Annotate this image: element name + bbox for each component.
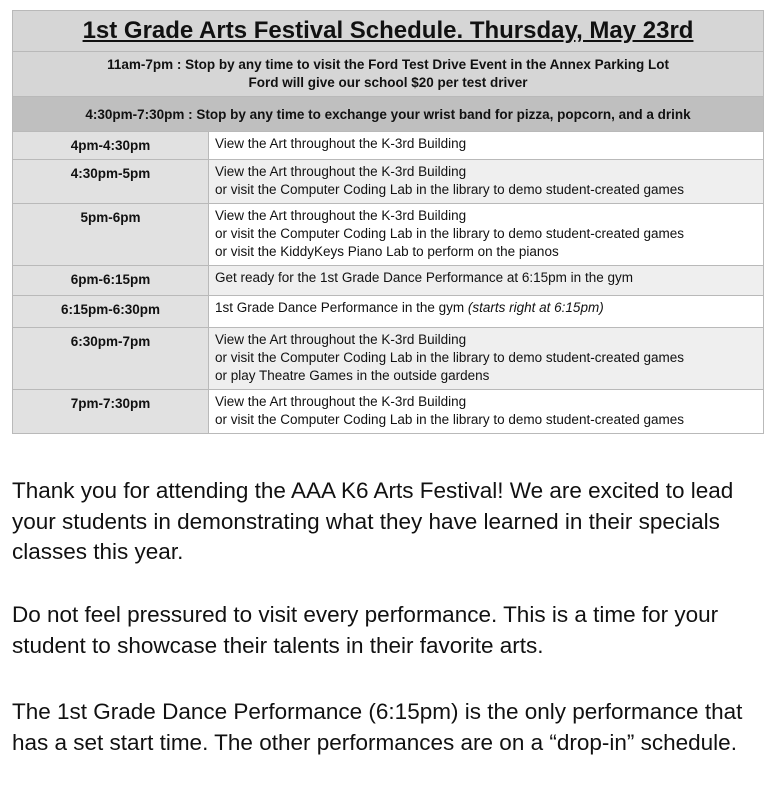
activity-description [209, 266, 764, 296]
activity-description [209, 132, 764, 160]
schedule-row [13, 328, 764, 390]
activity-description [209, 328, 764, 390]
pizza-notice: 4:30pm-7:30pm : Stop by any time to exchange your wrist band for pizza, popcorn, and a drink [13, 97, 764, 132]
schedule-row [13, 204, 764, 266]
activity-line: View the Art throughout the K-3rd Building [215, 164, 467, 179]
time-slot: 6:15pm-6:30pm [13, 296, 209, 328]
no-pressure-paragraph: Do not feel pressured to visit every performance. This is a time for your student to showcase their talents in their favorite arts. [12, 602, 719, 658]
ford-event-line: 11am-7pm : Stop by any time to visit the Ford Test Drive Event in the Annex Parking Lot [107, 57, 669, 72]
activity-line: View the Art throughout the K-3rd Building [215, 394, 467, 409]
activity-line: View the Art throughout the K-3rd Building [215, 332, 467, 347]
start-time-note: (starts right at 6:15pm) [467, 300, 604, 315]
ford-donation-line: Ford will give our school $20 per test driver [248, 75, 528, 90]
time-slot: 4:30pm-5pm [13, 160, 209, 204]
activity-line: or visit the Computer Coding Lab in the library to demo student-created games [215, 182, 684, 197]
schedule-title: 1st Grade Arts Festival Schedule. Thursday, May 23rd [13, 11, 764, 52]
activity-line: View the Art throughout the K-3rd Building [215, 136, 467, 151]
activity-line [215, 299, 757, 317]
schedule-rows [13, 132, 764, 434]
time-slot: 6:30pm-7pm [13, 328, 209, 390]
activity-description [209, 204, 764, 266]
start-time-paragraph: The 1st Grade Dance Performance (6:15pm) is the only performance that has a set start time. The other performances are on a “drop-in” schedule. [12, 699, 743, 755]
activity-line: or visit the Computer Coding Lab in the library to demo student-created games [215, 226, 684, 241]
time-slot: 4pm-4:30pm [13, 132, 209, 160]
ford-row [13, 52, 764, 97]
time-slot: 7pm-7:30pm [13, 390, 209, 434]
activity-description [209, 296, 764, 328]
activity-description [209, 390, 764, 434]
activity-line: Get ready for the 1st Grade Dance Performance at 6:15pm in the gym [215, 270, 633, 285]
ford-event-notice [13, 52, 764, 97]
schedule-row [13, 296, 764, 328]
schedule-row [13, 160, 764, 204]
activity-line: View the Art throughout the K-3rd Building [215, 208, 467, 223]
activity-text: 1st Grade Dance Performance in the gym [215, 300, 465, 315]
activity-line: or play Theatre Games in the outside gardens [215, 368, 490, 383]
activity-line: or visit the KiddyKeys Piano Lab to perform on the pianos [215, 244, 559, 259]
thank-you-paragraph: Thank you for attending the AAA K6 Arts Festival! We are excited to lead your students in demonstrating what they have learned in their specials classes this year. [12, 478, 734, 564]
activity-description [209, 160, 764, 204]
activity-line: or visit the Computer Coding Lab in the library to demo student-created games [215, 350, 684, 365]
schedule-row [13, 266, 764, 296]
title-row [13, 11, 764, 52]
pizza-row [13, 97, 764, 132]
schedule-row [13, 132, 764, 160]
activity-line: or visit the Computer Coding Lab in the library to demo student-created games [215, 412, 684, 427]
schedule-row [13, 390, 764, 434]
schedule-table [12, 10, 764, 434]
time-slot: 6pm-6:15pm [13, 266, 209, 296]
time-slot: 5pm-6pm [13, 204, 209, 266]
